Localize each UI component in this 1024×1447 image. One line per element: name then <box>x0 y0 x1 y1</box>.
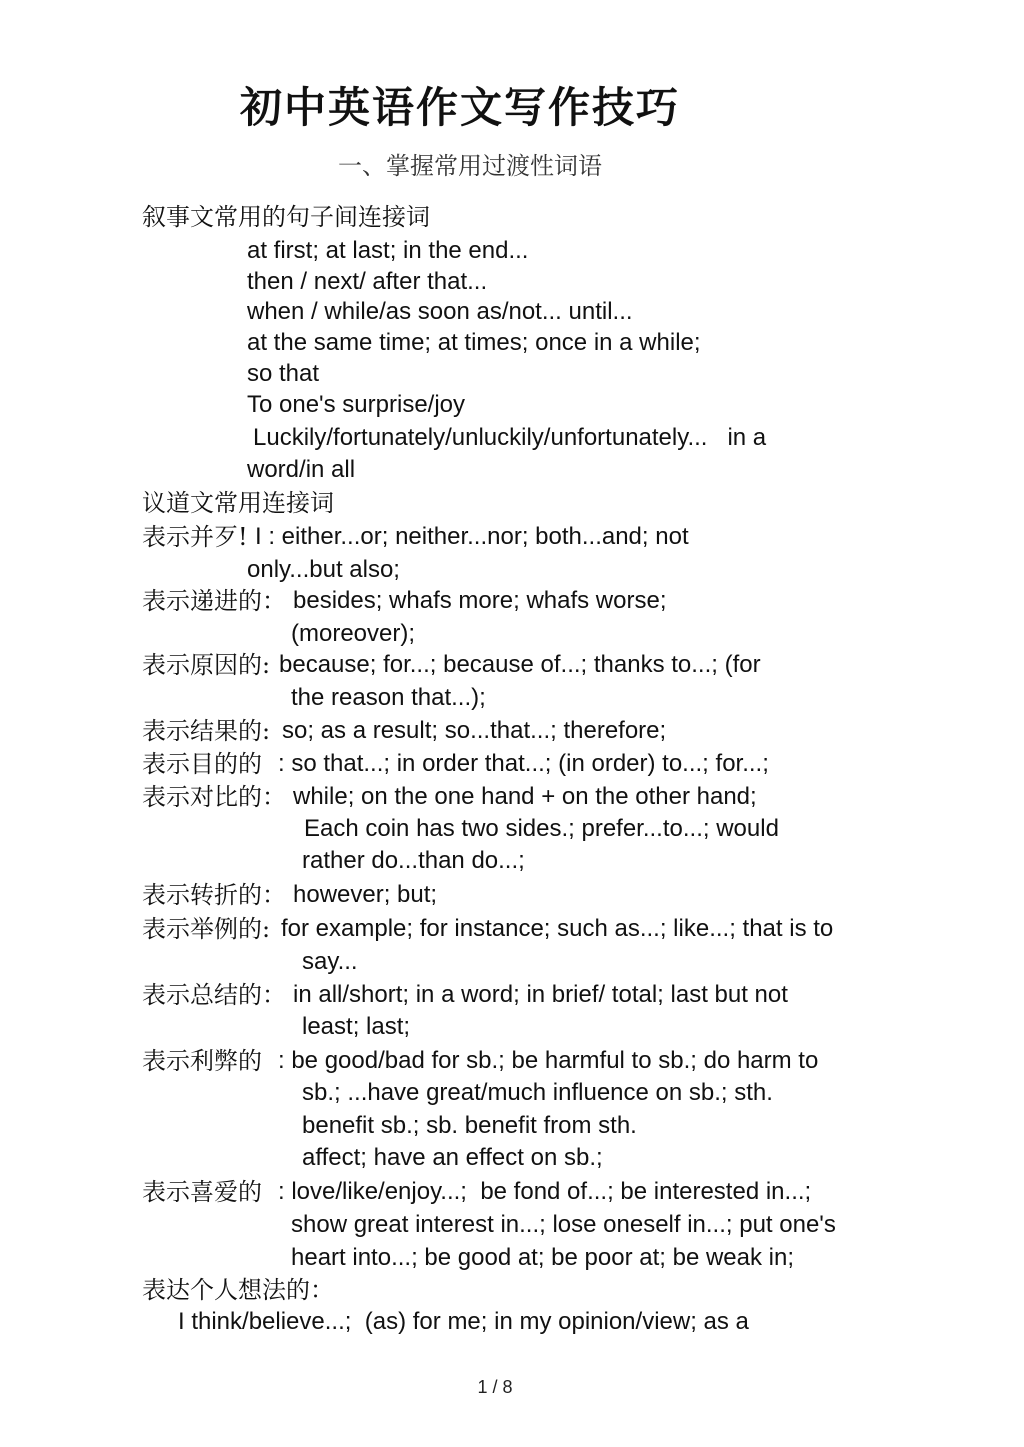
group-line: I think/believe...; (as) for me; in my opinion/view; as a <box>178 1308 749 1335</box>
group-line: least; last; <box>302 1013 411 1040</box>
group-line: heart into...; be good at; be poor at; be weak in; <box>291 1244 795 1271</box>
group-label: 表示结果的: <box>142 717 271 745</box>
group-line: (moreover); <box>291 620 416 647</box>
group-line: affect; have an effect on sb.; <box>302 1144 603 1171</box>
page-title: 初中英语作文写作技巧 <box>239 83 680 132</box>
group-line: because; for...; because of...; thanks to...; (for <box>279 651 761 678</box>
narrative-line: Luckily/fortunately/unluckily/unfortunately... in a <box>253 424 767 451</box>
group-line: : be good/bad for sb.; be harmful to sb.; do harm to <box>278 1047 819 1074</box>
narrative-line: then / next/ after that... <box>247 268 488 295</box>
group-label: 表示原因的: <box>142 651 271 679</box>
group-line: show great interest in...; lose oneself in...; put one's <box>291 1211 836 1238</box>
group-line: rather do...than do...; <box>302 847 525 874</box>
group-line: Each coin has two sides.; prefer...to...; would <box>304 815 779 842</box>
narrative-line: at first; at last; in the end... <box>247 237 529 264</box>
group-line: so; as a result; so...that...; therefore; <box>282 717 667 744</box>
narrative-heading: 叙事文常用的句子间连接词 <box>142 203 430 231</box>
group-label: 表示转折的： <box>142 881 286 909</box>
group-label: 表示对比的： <box>142 783 286 811</box>
group-label: 表示利弊的 <box>142 1047 262 1075</box>
group-label: 表示并歹! <box>142 523 248 551</box>
group-line: : so that...; in order that...; (in order) to...; for...; <box>278 750 769 777</box>
section-heading: 一、掌握常用过渡性词语 <box>338 152 602 180</box>
group-label: 表达个人想法的： <box>142 1276 334 1304</box>
group-line: however; but; <box>293 881 438 908</box>
narrative-line: when / while/as soon as/not... until... <box>247 298 633 325</box>
group-line: only...but also; <box>247 556 400 583</box>
group-label: 表示目的的 <box>142 750 262 778</box>
group-line: sb.; ...have great/much influence on sb.; sth. <box>302 1079 773 1106</box>
page-number: 1 / 8 <box>477 1377 513 1397</box>
group-line: the reason that...); <box>291 684 486 711</box>
narrative-line: at the same time; at times; once in a while; <box>247 329 701 356</box>
group-line: say... <box>302 948 358 975</box>
group-label: 表示举例的: <box>142 915 271 943</box>
group-line: I : either...or; neither...nor; both...and; not <box>255 523 689 550</box>
narrative-line: To one's surprise/joy <box>247 391 466 418</box>
argument-heading: 议道文常用连接词 <box>142 489 334 517</box>
group-label: 表示递进的： <box>142 587 286 615</box>
group-line: besides; whafs more; whafs worse; <box>293 587 667 614</box>
group-line: : love/like/enjoy...; be fond of...; be interested in...; <box>278 1178 812 1205</box>
group-label: 表示总结的： <box>142 981 286 1009</box>
narrative-line: word/in all <box>247 456 356 483</box>
group-line: benefit sb.; sb. benefit from sth. <box>302 1112 637 1139</box>
group-line: for example; for instance; such as...; like...; that is to <box>281 915 834 942</box>
narrative-line: so that <box>247 360 320 387</box>
group-label: 表示喜爱的 <box>142 1178 262 1206</box>
group-line: while; on the one hand + on the other hand; <box>293 783 757 810</box>
group-line: in all/short; in a word; in brief/ total; last but not <box>293 981 788 1008</box>
